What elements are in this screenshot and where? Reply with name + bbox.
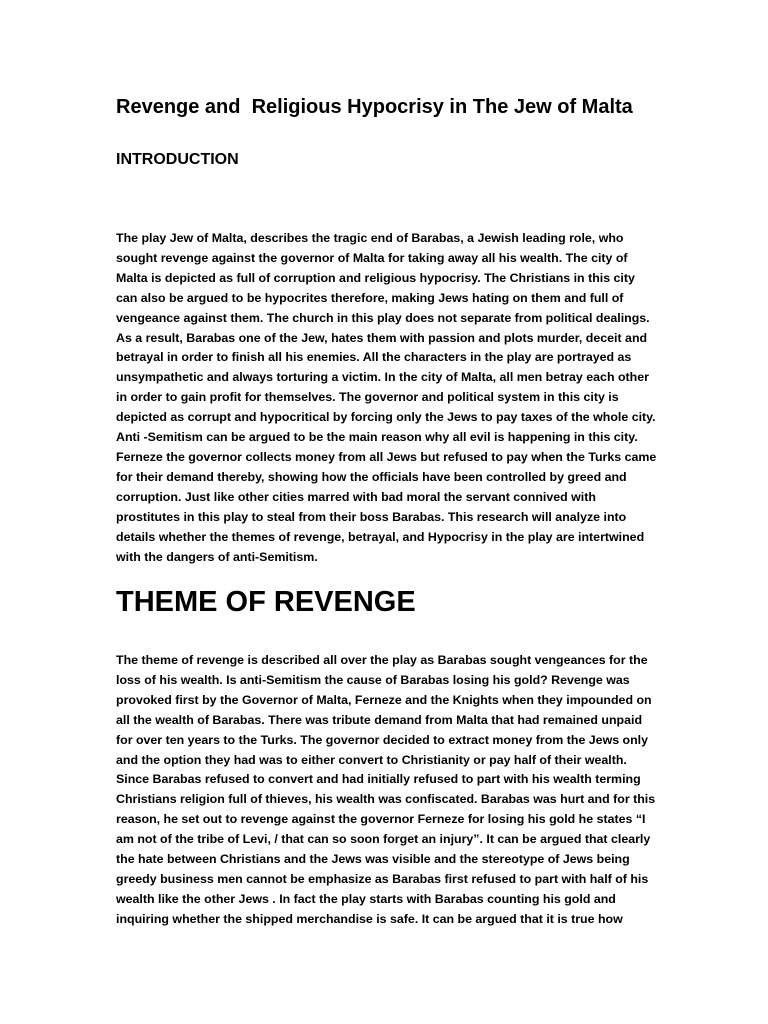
text-line: and the option they had was to either convert to Christianity or pay half of their wealth. xyxy=(116,752,627,767)
text-line: vengeance against them. The church in this play does not separate from political dealings. xyxy=(116,310,650,325)
text-line: wealth like the other Jews . In fact the play starts with Barabas counting his gold and xyxy=(116,891,616,906)
text-line: with the dangers of anti-Semitism. xyxy=(116,549,318,564)
text-line: greedy business men cannot be emphasize as Barabas first refused to part with half of his xyxy=(116,871,649,886)
text-line: Anti -Semitism can be argued to be the main reason why all evil is happening in this city. xyxy=(116,430,638,445)
text-line: Christians religion full of thieves, his wealth was confiscated. Barabas was hurt and for this xyxy=(116,792,656,807)
introduction-paragraph xyxy=(116,229,656,567)
text-line: depicted as corrupt and hypocritical by forcing only the Jews to pay taxes of the whole city. xyxy=(116,410,656,425)
text-line: in order to gain profit for themselves. The governor and political system in this city is xyxy=(116,390,619,405)
text-line: Since Barabas refused to convert and had initially refused to part with his wealth terming xyxy=(116,772,641,787)
text-line: prostitutes in this play to steal from their boss Barabas. This research will analyze into xyxy=(116,509,627,524)
text-line: unsympathetic and always torturing a victim. In the city of Malta, all men betray each other xyxy=(116,370,649,385)
text-line: The theme of revenge is described all over the play as Barabas sought vengeances for the xyxy=(116,653,648,667)
text-line: all the wealth of Barabas. There was tribute demand from Malta that had remained unpaid xyxy=(116,712,643,727)
text-line: for over ten years to the Turks. The governor decided to extract money from the Jews only xyxy=(116,732,649,747)
revenge-paragraph xyxy=(116,651,656,930)
text-line: for their demand thereby, showing how the officials have been controlled by greed and xyxy=(116,469,627,484)
text-line: sought revenge against the governor of Malta for taking away all his wealth. The city of xyxy=(116,250,628,265)
text-line: Ferneze the governor collects money from all Jews but refused to pay when the Turks came xyxy=(116,449,657,464)
section-heading-revenge: THEME OF REVENGE xyxy=(116,586,416,618)
document-title: Revenge and Religious Hypocrisy in The Jew of Malta xyxy=(116,96,633,118)
text-line: reason, he set out to revenge against the governor Ferneze for losing his gold he states “I xyxy=(116,812,646,827)
text-line: can also be argued to be hypocrites therefore, making Jews hating on them and full of xyxy=(116,290,624,305)
text-line: The play Jew of Malta, describes the tragic end of Barabas, a Jewish leading role, who xyxy=(116,231,624,245)
text-line: betrayal in order to finish all his enemies. All the characters in the play are portrayed as xyxy=(116,350,632,365)
text-line: inquiring whether the shipped merchandise is safe. It can be argued that it is true how xyxy=(116,911,623,926)
text-line: loss of his wealth. Is anti-Semitism the cause of Barabas losing his gold? Revenge was xyxy=(116,672,630,687)
text-line: Malta is depicted as full of corruption and religious hypocrisy. The Christians in this city xyxy=(116,270,635,285)
introduction-heading: INTRODUCTION xyxy=(116,151,239,168)
text-line: As a result, Barabas one of the Jew, hates them with passion and plots murder, deceit and xyxy=(116,330,648,345)
text-line: provoked first by the Governor of Malta, Ferneze and the Knights when they impounded on xyxy=(116,692,652,707)
text-line: details whether the themes of revenge, betrayal, and Hypocrisy in the play are intertwined xyxy=(116,529,645,544)
text-line: am not of the tribe of Levi, / that can so soon forget an injury”. It can be argued that clearly xyxy=(116,832,651,847)
text-line: corruption. Just like other cities marred with bad moral the servant connived with xyxy=(116,489,596,504)
text-line: the hate between Christians and the Jews was visible and the stereotype of Jews being xyxy=(116,852,630,867)
